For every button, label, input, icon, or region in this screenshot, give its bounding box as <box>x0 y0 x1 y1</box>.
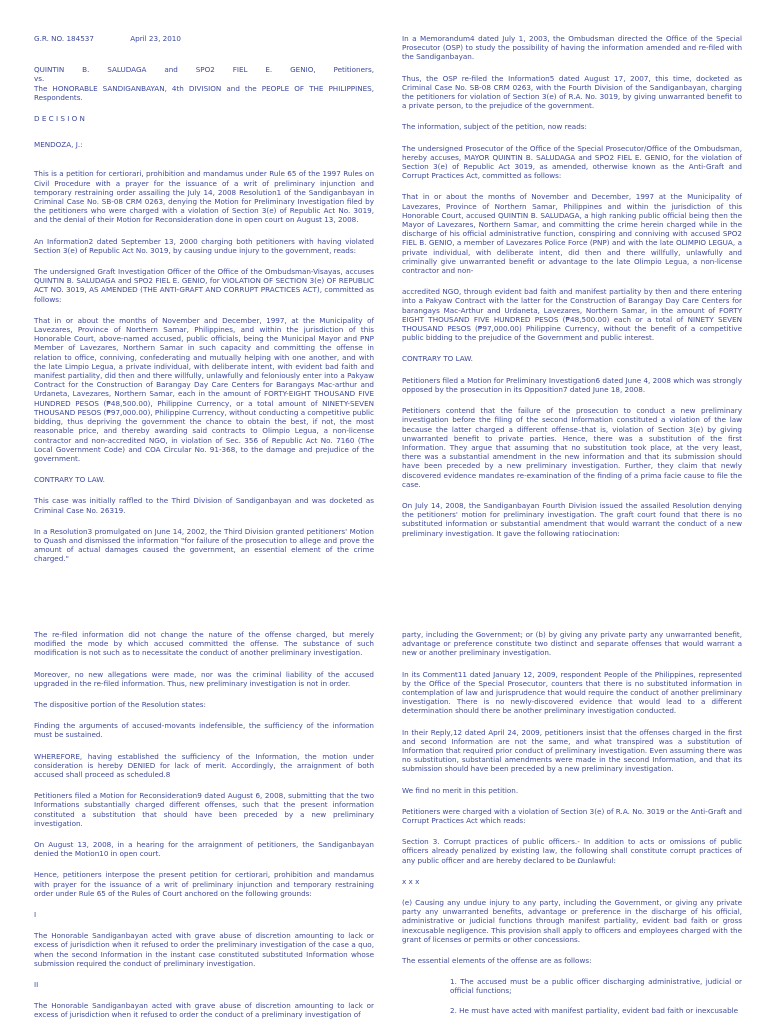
parties-vs: vs. <box>34 74 45 84</box>
decision-heading: D E C I S I O N <box>34 114 85 124</box>
paragraph: We find no merit in this petition. <box>402 785 519 795</box>
ponente: MENDOZA, J.: <box>34 140 83 150</box>
page2-left-column <box>34 630 374 1032</box>
page1-left-column <box>34 34 374 576</box>
paragraph: On August 13, 2008, in a hearing for the arraignment of petitioners, the Sandiganbayan denied the Motion10 in open court. <box>34 840 374 859</box>
paragraph: An Information2 dated September 13, 2000 charging both petitioners with having violated Section 3(e) of Republic Act No. 3019, by causing undue injury to the government, reads: <box>34 236 374 255</box>
paragraph: The undersigned Graft Investigation Officer of the Office of the Ombudsman-Visayas, accuses QUINTIN B. SALUDAGA and SPO2 FIEL E. GENIO, for VIOLATION OF SECTION 3(e) OF REPUBLIC ACT NO. 3019, AS AMENDED (THE ANTI-GRAFT AND CORRUPT PRACTICES ACT), committed as follows: <box>34 267 374 304</box>
paragraph: In their Reply,12 dated April 24, 2009, petitioners insist that the offenses charged in the first and second Information are not the same, and what transpired was a substitution of Information that required prior conduct of preliminary investigation. Even assuming there was no substitution, substantial amendments were made in the second Information, and that its submission should have been preceded by a new preliminary investigation. <box>402 727 742 774</box>
paragraph: In a Resolution3 promulgated on June 14, 2002, the Third Division granted petitioners' Motion to Quash and dismissed the information "for failure of the prosecution to allege and prove the amount of actual damages caused the government, an essential element of the crime charged." <box>34 526 374 564</box>
paragraph: CONTRARY TO LAW. <box>402 354 473 364</box>
paragraph: Petitioners filed a Motion for Preliminary Investigation6 dated June 4, 2008 which was strongly opposed by the prosecution in its Opposition7 dated June 18, 2008. <box>402 375 742 394</box>
paragraph: On July 14, 2008, the Sandiganbayan Fourth Division issued the assailed Resolution denying the petitioners' motion for preliminary investigation. The graft court found that there is no substituted information or substantial amendment that would warrant the conduct of a new preliminary investigation. It gave the following ratiocination: <box>402 500 742 538</box>
ground-number: II <box>34 980 39 990</box>
paragraph: The essential elements of the offense are as follows: <box>402 956 592 966</box>
paragraph: Petitioners filed a Motion for Reconsideration9 dated August 6, 2008, submitting that the two Informations substantially charged different offenses, such that the present information constituted a substitution that should have been preceded by a new preliminary investigation. <box>34 791 374 828</box>
paragraph: Petitioners were charged with a violation of Section 3(e) of R.A. No. 3019 or the Anti-Graft and Corrupt Practices Act which reads: <box>402 806 742 826</box>
paragraph: This case was initially raffled to the Third Division of Sandiganbayan and was docketed as Criminal Case No. 26319. <box>34 496 374 515</box>
decision-date: April 23, 2010 <box>130 34 181 43</box>
page1-right-column <box>402 34 742 550</box>
case-header-line <box>34 34 374 43</box>
paragraph: Hence, petitioners interpose the present petition for certiorari, prohibition and mandamus with prayer for the issuance of a writ of preliminary injunction and temporary restraining order under Rule 65 of the Rules of Court anchored on the following grounds: <box>34 870 374 898</box>
paragraph: accredited NGO, through evident bad faith and manifest partiality by then and there entering into a Pakyaw Contract with the latter for the Construction of Barangay Day Care Centers for barangays Mac-Arthur and Urdaneta, Lavezares, Northern Samar, in the amount of FORTY EIGHT THOUSAND FIVE HUNDRED PESOS (₱48,500.00) each or a total of NINETY SEVEN THOUSAND PESOS (₱97,000.00) Philippine Currency, without the benefit of a competitive public bidding to the prejudice of the Government and public interest. <box>402 287 742 343</box>
paragraph: x x x <box>402 876 420 886</box>
page2-right-column <box>402 630 742 1025</box>
paragraph: Finding the arguments of accused-movants indefensible, the sufficiency of the information must be sustained. <box>34 721 374 740</box>
paragraph: party, including the Government; or (b) by giving any private party any unwarranted benefit, advantage or preference constitute two distinct and separate offenses that would warrant a new or another preliminary investigation. <box>402 630 742 658</box>
paragraph: That in or about the months of November and December, 1997, at the Municipality of Lavezares, Province of Northern Samar, Philippines, and within the jurisdiction of this Honorable Court, above-named accused, public officials, being the Municipal Mayor and PNP Member of Lavezares, Northern Samar in such capacity and committing the offense in relation to office, conniving, confederating and mutually helping with one another, and with the late Limpio Legua, a private individual, with deliberate intent, with evident bad faith and manifest partiality, did then and there willfully, unlawfully and feloniously enter into a Pakyaw Contract for the Construction of Barangay Day Care Centers for Barangays Mac-arthur and Urdaneta, Lavezares, Northern Samar, each in the amount of FORTY-EIGHT THOUSAND FIVE HUNDRED PESOS (₱48,500.00), Philippine Currency, or a total amount of NINETY-SEVEN THOUSAND PESOS (₱97,000.00), Philippine Currency, without conducting a competitive public bidding, thus depriving the government the chance to obtain the best, if not, the most reasonable price, and thereby awarding said contracts to Olimpio Legua, a non-license contractor and non-accredited NGO, in violation of Sec. 356 of Republic Act No. 7160 (The Local Government Code) and COA Circular No. 91-368, to the damage and prejudice of the government. <box>34 315 374 463</box>
parties-line-1: QUINTIN B. SALUDAGA and SPO2 FIEL E. GENIO, Petitioners, <box>34 65 374 75</box>
paragraph: Petitioners contend that the failure of the prosecution to conduct a new preliminary investigation before the filing of the second Information constituted a violation of the law because the latter charged a different offense–that is, violation of Section 3(e) by giving unwarranted benefit to private parties. Hence, there was a substitution of the first Information. They argue that assuming that no substitution took place, at the very least, there was a substantial amendment in the new information and that its submission should have been preceded by a new preliminary investigation. Further, they claim that newly discovered evidence mandates re-examination of the finding of a prima facie cause to file the case. <box>402 406 742 489</box>
paragraph: The Honorable Sandiganbayan acted with grave abuse of discretion amounting to lack or excess of jurisdiction when it refused to order the preliminary investigation of the case a quo, when the second Information in the instant case constituted substituted Information whose submission required the conduct of preliminary investigation. <box>34 931 374 968</box>
paragraph: The information, subject of the petition, now reads: <box>402 122 587 132</box>
paragraph: The Honorable Sandiganbayan acted with grave abuse of discretion amounting to lack or excess of jurisdiction when it refused to order the conduct of a preliminary investigation of <box>34 1001 374 1020</box>
paragraph: (e) Causing any undue injury to any party, including the Government, or giving any private party any unwarranted benefits, advantage or preference in the discharge of his official, administrative or judicial functions through manifest partiality, evident bad faith or gross inexcusable negligence. This provision shall apply to officers and employees charged with the grant of licenses or permits or other concessions. <box>402 898 742 944</box>
paragraph: Section 3. Corrupt practices of public officers.- In addition to acts or omissions of public officers already penalized by existing law, the following shall constitute corrupt practices of any public officer and are hereby declared to be Ωunlawful: <box>402 837 742 865</box>
ground-number: I <box>34 910 37 920</box>
paragraph: Thus, the OSP re-filed the Information5 dated August 17, 2007, this time, docketed as Criminal Case No. SB-08 CRM 0263, with the Fourth Division of the Sandiganbayan, charging the petitioners for violation of Section 3(e) of R.A. No. 3019, by giving unwarranted benefit to a private person, to the prejudice of the government. <box>402 73 742 111</box>
list-item: 1. The accused must be a public officer discharging administrative, judicial or official functions; <box>450 977 742 996</box>
paragraph: WHEREFORE, having established the sufficiency of the Information, the motion under consideration is hereby DENIED for lack of merit. Accordingly, the arraignment of both accused shall proceed as scheduled.8 <box>34 751 374 780</box>
paragraph: This is a petition for certiorari, prohibition and mandamus under Rule 65 of the 1997 Rules on Civil Procedure with a prayer for the issuance of a writ of preliminary injunction and temporary restraining order assailing the July 14, 2008 Resolution1 of the Sandiganbayan in Criminal Case No. SB-08 CRM 0263, denying the Motion for Preliminary Investigation filed by the petitioners who were charged with a violation of Section 3(e) of Republic Act No. 3019, and the denial of their Motion for Reconsideration done in open court on August 13, 2008. <box>34 169 374 225</box>
paragraph: The re-filed information did not change the nature of the offense charged, but merely modified the mode by which accused committed the offense. The substance of such modification is not such as to necessitate the conduct of another preliminary investigation. <box>34 630 374 658</box>
document-page-2 <box>0 590 768 1024</box>
paragraph: CONTRARY TO LAW. <box>34 475 105 485</box>
parties-line-2: The HONORABLE SANDIGANBAYAN, 4th DIVISION and the PEOPLE OF THE PHILIPPINES, Respondents. <box>34 83 374 102</box>
gr-number: G.R. NO. 184537 <box>34 34 94 43</box>
list-item: 2. He must have acted with manifest partiality, evident bad faith or inexcusable <box>450 1005 739 1015</box>
paragraph: The dispositive portion of the Resolution states: <box>34 700 206 710</box>
paragraph: Moreover, no new allegations were made, nor was the criminal liability of the accused upgraded in the re-filed information. Thus, new preliminary investigation is not in order. <box>34 669 374 688</box>
paragraph: In its Comment11 dated January 12, 2009, respondent People of the Philippines, represented by the Office of the Special Prosecutor, counters that there is no substituted information in contemplation of law and jurisprudence that would require the conduct of another preliminary investigation. There is no newly-discovered evidence that would lead to a different determination should there be another preliminary investigation conducted. <box>402 669 742 716</box>
paragraph: In a Memorandum4 dated July 1, 2003, the Ombudsman directed the Office of the Special Prosecutor (OSP) to study the possibility of having the information amended and re-filed with the Sandiganbayan. <box>402 34 742 62</box>
paragraph: The undersigned Prosecutor of the Office of the Special Prosecutor/Office of the Ombudsman, hereby accuses, MAYOR QUINTIN B. SALUDAGA and SPO2 FIEL E. GENIO, for the violation of Section 3(e) of Republic Act 3019, as amended, otherwise known as the Anti-Graft and Corrupt Practices Act, committed as follows: <box>402 143 742 181</box>
paragraph: That in or about the months of November and December, 1997 at the Municipality of Lavezares, Province of Northern Samar, Philippines and within the jurisdiction of this Honorable Court, accused QUINTIN B. SALUDAGA, a high ranking public official being then the Mayor of Lavezares, Northern Samar, and committing the crime herein charged while in the discharge of his official administrative function, conspiring and conniving with accused SPO2 FIEL B. GENIO, a member of Lavezares Police Force (PNP) and with the late OLIMPIO LEGUA, a private individual, with deliberate intent, did then and there willfully, unlawfully and criminally give unwarranted benefit or advantage to the late Olimpio Legua, a non-license contractor and non- <box>402 192 742 276</box>
